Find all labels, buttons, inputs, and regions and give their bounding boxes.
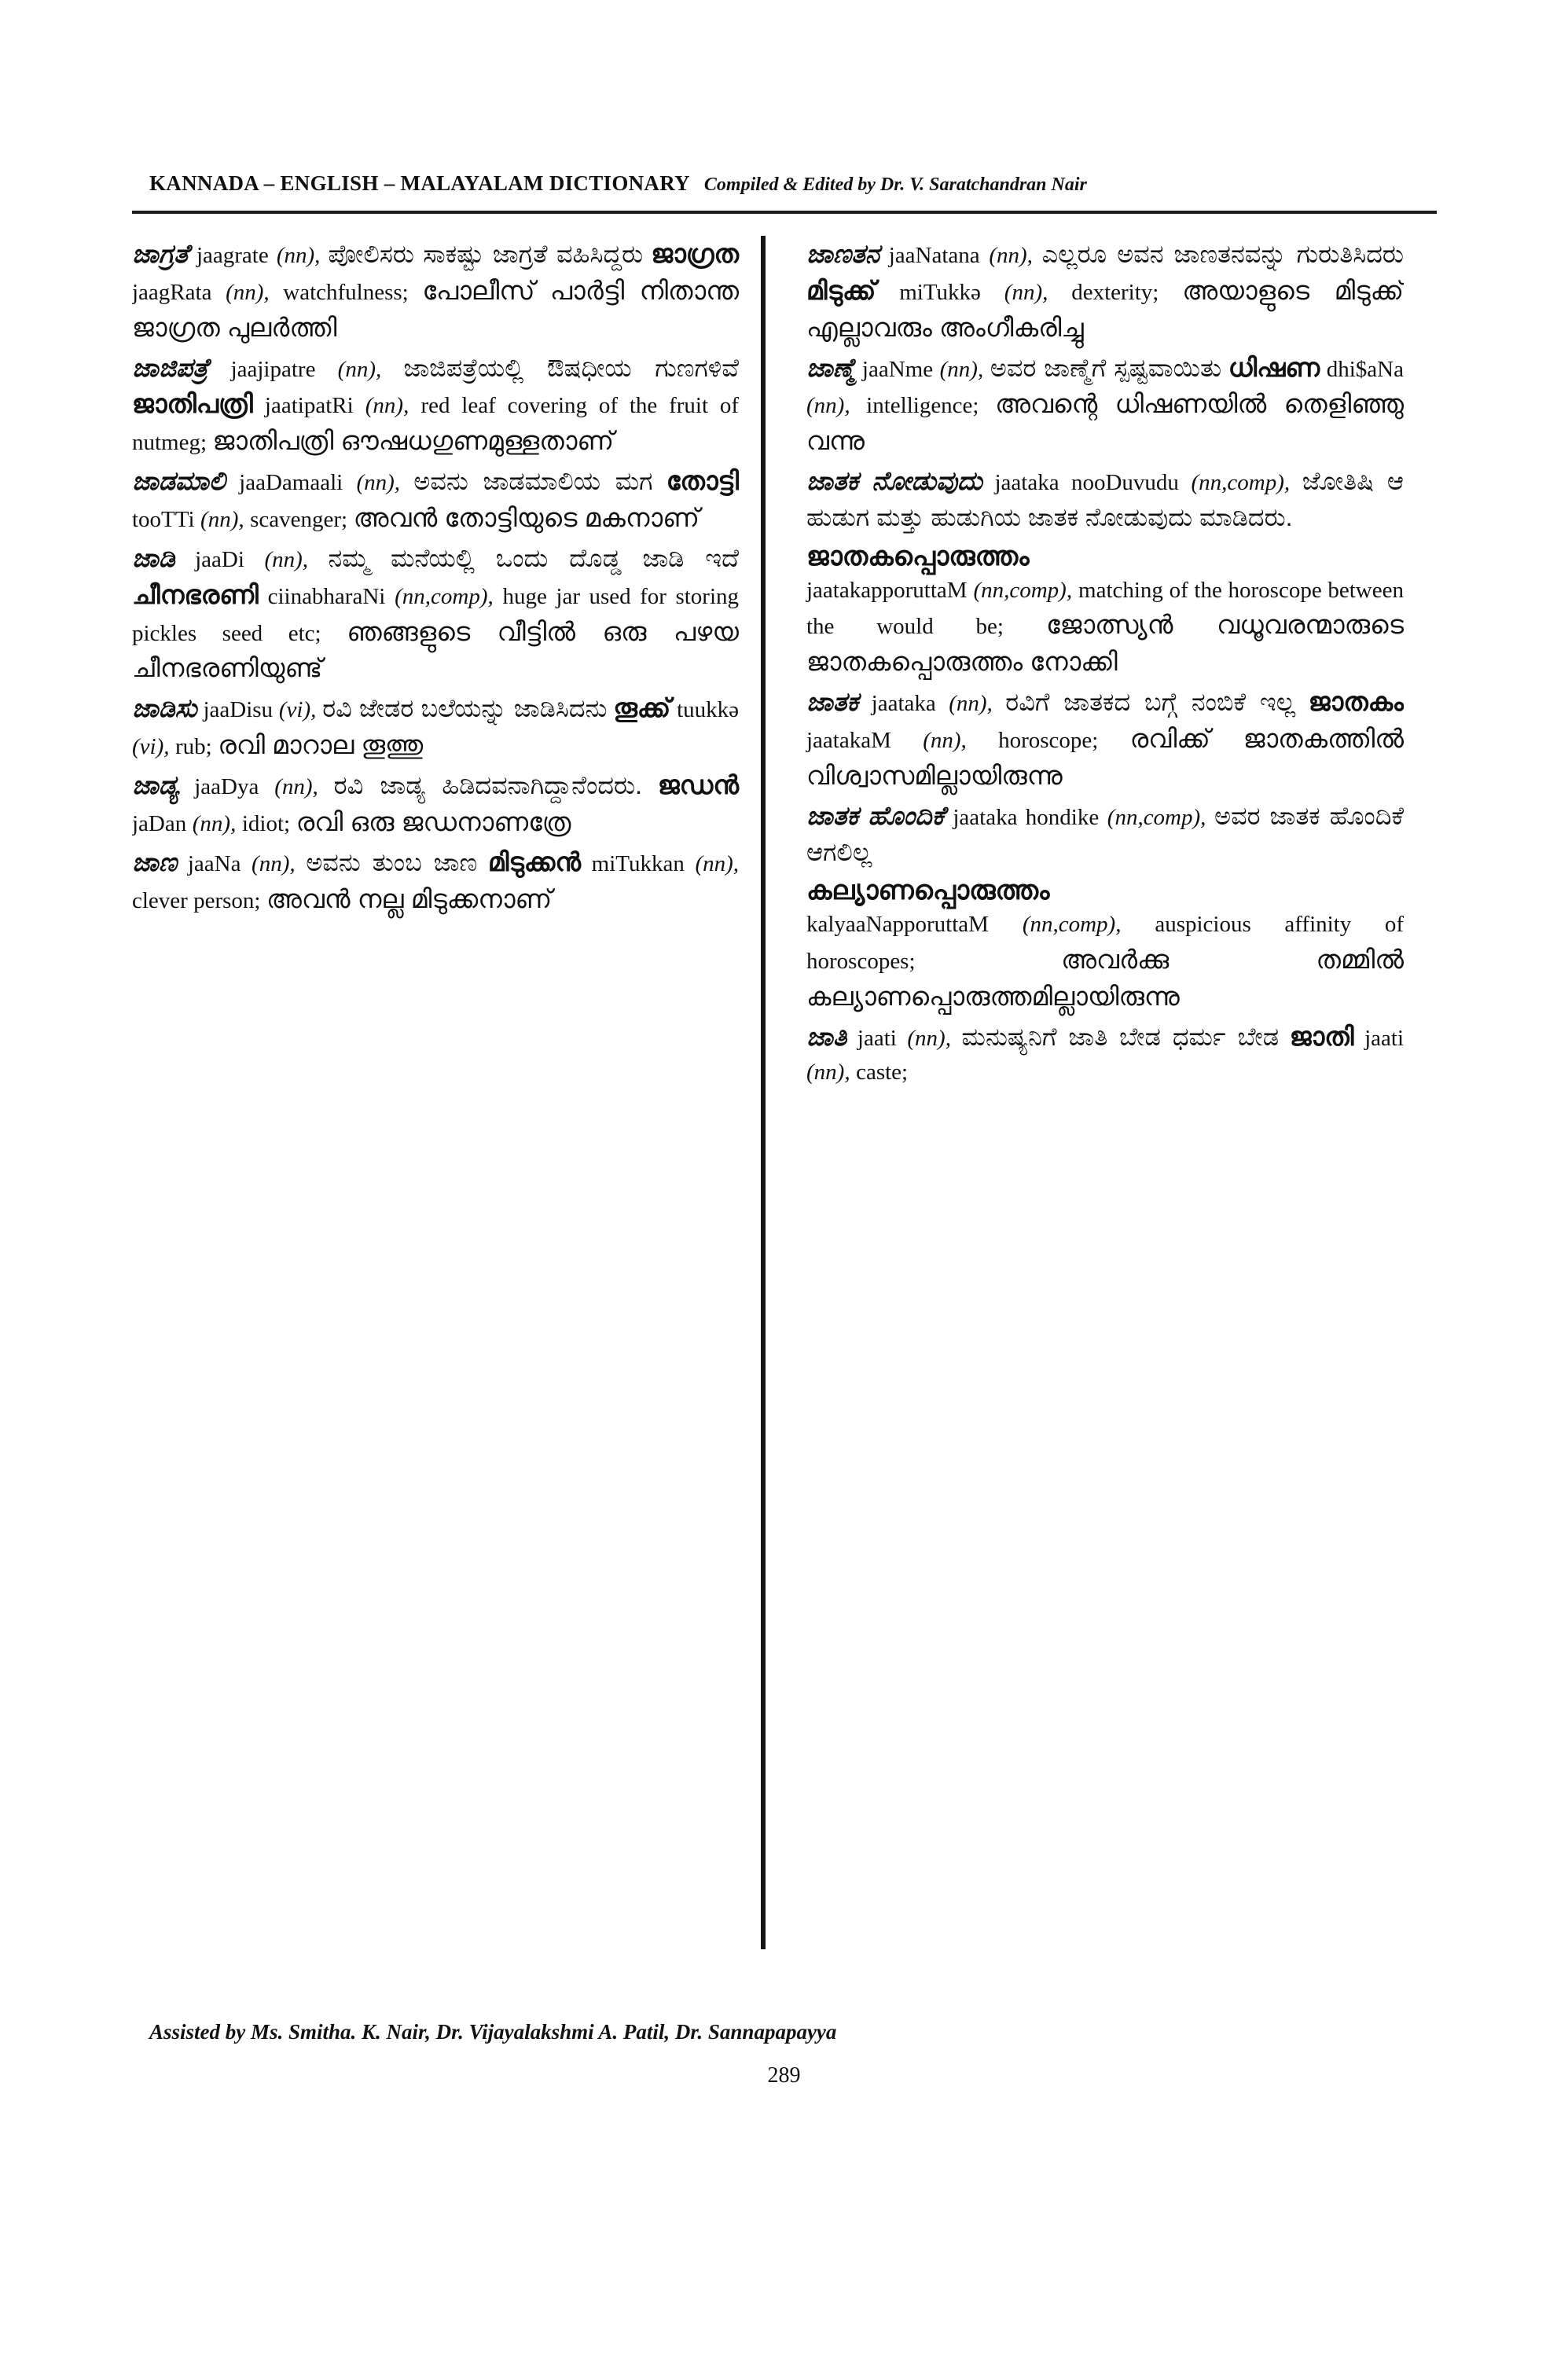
romanization: jaataka nooDuvudu: [994, 470, 1179, 496]
malayalam-example: അവന്റെ ധിഷണയിൽ തെളിഞ്ഞു വന്നു: [806, 389, 1404, 456]
header-rule: [132, 211, 1437, 214]
romanization: jaatakapporuttaM: [806, 577, 968, 603]
page-body: [132, 236, 1437, 1981]
english-gloss: horoscope;: [998, 727, 1099, 753]
romanization: jaagrate: [196, 243, 269, 268]
romanization: miTukkan: [591, 850, 685, 876]
romanization: jaatipatRi: [264, 393, 354, 419]
kannada-headword: ಜಾಡ್ಯ: [132, 770, 179, 800]
english-gloss: dexterity;: [1071, 279, 1159, 305]
editor-credit: [704, 174, 1087, 196]
english-gloss: auspicious affinity of horoscopes;: [806, 912, 1404, 974]
malayalam-headword: ധിഷണ: [1228, 352, 1320, 382]
part-of-speech: (nn),: [695, 850, 740, 876]
assisted-by-line: Assisted by Ms. Smitha. K. Nair, Dr. Vijayalakshmi A. Patil, Dr. Sannapapayya: [149, 2020, 837, 2044]
part-of-speech: (nn),: [264, 546, 309, 572]
part-of-speech: (nn),: [989, 243, 1033, 268]
english-gloss: caste;: [856, 1059, 909, 1085]
part-of-speech: (nn),: [356, 470, 401, 496]
malayalam-example: രവി മാറാല തൂത്തു: [218, 730, 424, 760]
romanization: jaaDisu: [203, 697, 274, 723]
part-of-speech: (nn),: [192, 810, 237, 836]
part-of-speech: (vi),: [278, 697, 317, 723]
dictionary-entry: [806, 350, 1404, 461]
part-of-speech: (vi),: [132, 734, 170, 760]
part-of-speech: (nn),: [274, 774, 318, 800]
part-of-speech: (nn,comp),: [1022, 912, 1122, 938]
romanization: jaaNa: [187, 850, 241, 876]
column-divider: [761, 236, 766, 1949]
credit-prefix: Compiled & Edited by: [703, 174, 876, 195]
kannada-example: ಎಲ್ಲರೂ ಅವನ ಜಾಣತನವನ್ನು ಗುರುತಿಸಿದರು: [1041, 240, 1404, 268]
romanization: jaaDya: [194, 774, 259, 800]
part-of-speech: (nn),: [226, 279, 270, 305]
dictionary-entry: [806, 236, 1404, 347]
romanization: jaaDamaali: [239, 470, 343, 496]
malayalam-headword: മിടുക്കൻ: [487, 847, 582, 876]
dictionary-entry: [132, 236, 739, 347]
malayalam-headword: ജാഗ്രത: [651, 239, 740, 268]
malayalam-headword: ജാതകം: [1308, 687, 1404, 717]
kannada-example: ಮನುಷ್ಯನಿಗೆ ಜಾತಿ ಬೇಡ ಧರ್ಮ ಬೇಡ: [961, 1022, 1280, 1051]
kannada-headword: ಜಾಜಿಪತ್ರೆ: [132, 352, 209, 382]
malayalam-headword: ചീനഭരണി: [132, 579, 259, 609]
kannada-example: ಅವನು ಜಾಡಮಾಲಿಯ ಮಗ: [413, 467, 653, 496]
malayalam-example: ഞങ്ങളുടെ വീട്ടിൽ ഒരു പഴയ ചീനഭരണിയുണ്ട്: [132, 616, 739, 683]
romanization: jaaDi: [195, 546, 244, 572]
romanization: tooTTi: [132, 507, 195, 533]
part-of-speech: (nn),: [337, 356, 382, 382]
malayalam-headword: ജാതി: [1289, 1021, 1354, 1051]
malayalam-headword: ജാതിപത്രി: [132, 389, 253, 419]
malayalam-example: അവൻ നല്ല മിടുക്കനാണ്: [266, 883, 553, 913]
romanization: kalyaaNapporuttaM: [806, 912, 989, 938]
kannada-headword: ಜಾತಿ: [806, 1021, 847, 1051]
part-of-speech: (nn),: [252, 850, 296, 876]
english-gloss: idiot;: [241, 810, 291, 836]
malayalam-headword: മിടുക്ക്: [806, 275, 876, 305]
english-gloss: huge jar used for storing pickles seed etc;: [132, 583, 740, 646]
dictionary-entry: [806, 539, 1404, 681]
romanization: miTukkə: [899, 279, 981, 305]
part-of-speech: (nn,comp),: [1191, 470, 1291, 496]
dictionary-entry: [806, 463, 1404, 535]
romanization: jaataka hondike: [953, 804, 1100, 830]
dictionary-entry: [806, 684, 1404, 795]
kannada-headword: ಜಾಡಿ: [132, 542, 175, 572]
kannada-example: ಅವರ ಜಾತಕ ಹೊಂದಿಕೆ ಆಗಲಿಲ್ಲ: [806, 801, 1404, 866]
malayalam-example: പോലീസ് പാർട്ടി നിതാന്ത ജാഗ്രത പുലർത്തി: [132, 275, 740, 342]
romanization: jaagRata: [132, 279, 212, 305]
malayalam-headword: കല്യാണപ്പൊരുത്തം: [806, 876, 1050, 906]
kannada-example: ರವಿಗೆ ಜಾತಕದ ಬಗ್ಗೆ ನಂಬಿಕೆ ಇಲ್ಲ: [1005, 688, 1296, 717]
kannada-headword: ಜಾಗ್ರತೆ: [132, 239, 189, 268]
part-of-speech: (nn),: [276, 243, 321, 268]
kannada-headword: ಜಾಣ: [132, 847, 178, 876]
romanization: jaajipatre: [230, 356, 316, 382]
romanization: jaaNatana: [888, 243, 980, 268]
dictionary-title: KANNADA – ENGLISH – MALAYALAM DICTIONARY: [149, 171, 690, 195]
romanization: jaatakaM: [806, 727, 891, 753]
english-gloss: matching of the horoscope between the would be;: [806, 577, 1404, 640]
dictionary-entry: [132, 540, 739, 687]
romanization: tuukkə: [677, 697, 740, 723]
malayalam-example: രവി ഒരു ജഡനാണത്രേ: [296, 806, 571, 836]
malayalam-example: ജോത്സ്യൻ വധൂവരന്മാരുടെ ജാതകപ്പൊരുത്തം നോക്കി: [806, 610, 1404, 677]
english-gloss: rub;: [175, 734, 212, 760]
romanization: ciinabharaNi: [267, 583, 386, 609]
malayalam-example: അവർക്കു തമ്മിൽ കല്യാണപ്പൊരുത്തമില്ലായിരുന്നു: [806, 944, 1404, 1011]
dictionary-entry: [806, 873, 1404, 1016]
english-gloss: intelligence;: [866, 393, 979, 419]
running-head: [149, 171, 1423, 196]
part-of-speech: (nn),: [907, 1025, 951, 1051]
part-of-speech: (nn),: [1004, 279, 1048, 305]
part-of-speech: (nn),: [949, 691, 993, 717]
romanization: jaati: [857, 1025, 897, 1051]
dictionary-entry: [132, 767, 739, 841]
dictionary-entry: [132, 350, 739, 461]
part-of-speech: (nn,comp),: [1107, 804, 1206, 830]
kannada-example: ರವಿ ಜಾಡ್ಯ ಹಿಡಿದವನಾಗಿದ್ದಾನೆಂದರು.: [333, 771, 643, 800]
kannada-example: ನಮ್ಮ ಮನೆಯಲ್ಲಿ ಒಂದು ದೊಡ್ಡ ಜಾಡಿ ಇದೆ: [328, 543, 740, 572]
romanization: jaati: [1364, 1025, 1404, 1051]
kannada-headword: ಜಾತಕ: [806, 687, 859, 717]
part-of-speech: (nn,comp),: [395, 583, 494, 609]
kannada-example: ಅವರ ಜಾಣ್ಮೆಗೆ ಸ್ಪಷ್ಟವಾಯಿತು: [990, 353, 1222, 382]
kannada-headword: ಜಾಡಿಸು: [132, 693, 197, 723]
english-gloss: red leaf covering of the fruit of nutmeg;: [132, 393, 740, 456]
dictionary-entry: [132, 844, 739, 918]
kannada-headword: ಜಾಡಮಾಲಿ: [132, 466, 226, 496]
kannada-headword: ಜಾಣ್ಮೆ: [806, 352, 856, 382]
romanization: dhi$aNa: [1326, 356, 1404, 382]
english-gloss: scavenger;: [250, 507, 348, 533]
editor-name: Dr. V. Saratchandran Nair: [879, 174, 1087, 195]
malayalam-headword: ജഡൻ: [657, 770, 740, 800]
malayalam-example: ജാതിപത്രി ഔഷധഗുണമുള്ളതാണ്: [212, 426, 615, 456]
romanization: jaaNme: [861, 356, 934, 382]
romanization: jaataka: [871, 691, 936, 717]
part-of-speech: (nn),: [939, 356, 984, 382]
romanization: jaDan: [132, 810, 187, 836]
malayalam-headword: തൂക്ക്: [613, 693, 671, 723]
malayalam-headword: തോട്ടി: [666, 466, 740, 496]
malayalam-example: അവൻ തോട്ടിയുടെ മകനാണ്: [353, 503, 700, 533]
page-footer: [149, 2020, 1423, 2044]
right-column: [783, 236, 1404, 1981]
kannada-headword: ಜಾತಕ ಹೊಂದಿಕೆ: [806, 800, 945, 830]
dictionary-entry: [132, 690, 739, 764]
kannada-example: ಜಾಜಿಪತ್ರೆಯಲ್ಲಿ ಔಷಧೀಯ ಗುಣಗಳಿವೆ: [403, 353, 740, 382]
part-of-speech: (nn),: [365, 393, 409, 419]
dictionary-entry: [132, 463, 739, 537]
part-of-speech: (nn),: [806, 393, 850, 419]
english-gloss: watchfulness;: [283, 279, 409, 305]
kannada-example: ರವಿ ಜೇಡರ ಬಲೆಯನ್ನು ಜಾಡಿಸಿದನು: [322, 694, 608, 723]
english-gloss: clever person;: [132, 887, 261, 913]
part-of-speech: (nn),: [923, 727, 967, 753]
malayalam-headword: ജാതകപ്പൊരുത്തം: [806, 541, 1030, 571]
page-number: 289: [767, 2063, 801, 2088]
kannada-example: ಅವನು ತುಂಬ ಜಾಣ: [306, 847, 478, 876]
malayalam-example: അയാളുടെ മിടുക്ക് എല്ലാവരും അംഗീകരിച്ചു: [806, 275, 1404, 342]
kannada-example: ಪೋಲಿಸರು ಸಾಕಷ್ಟು ಜಾಗ್ರತೆ ವಹಿಸಿದ್ದರು: [328, 240, 644, 268]
part-of-speech: (nn),: [806, 1059, 850, 1085]
dictionary-entry: [806, 1019, 1404, 1089]
kannada-headword: ಜಾಣತನ: [806, 239, 880, 268]
part-of-speech: (nn,comp),: [973, 577, 1073, 603]
malayalam-example: രവിക്ക് ജാതകത്തിൽ വിശ്വാസമില്ലായിരുന്നു: [806, 723, 1404, 790]
kannada-headword: ಜಾತಕ ನೋಡುವುದು: [806, 466, 982, 496]
part-of-speech: (nn),: [200, 507, 244, 533]
left-column: [132, 236, 753, 1981]
dictionary-entry: [806, 798, 1404, 870]
kannada-example: ಜೋತಿಷಿ ಆ ಹುಡುಗ ಮತ್ತು ಹುಡುಗಿಯ ಜಾತಕ ನೋಡುವುದು ಮಾಡಿದರು.: [806, 467, 1404, 532]
